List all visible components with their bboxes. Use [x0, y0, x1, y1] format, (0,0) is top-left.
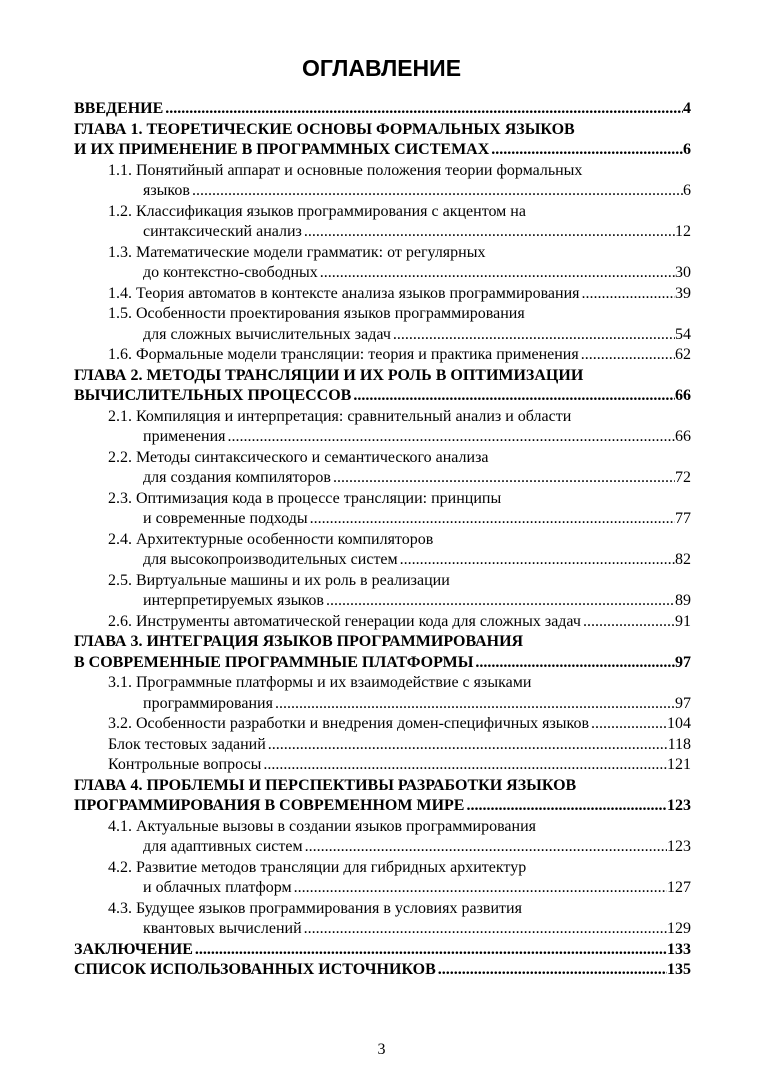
- toc-entry-title: 2.2. Методы синтаксического и семантического анализа: [108, 448, 489, 466]
- toc-entry-2-6: [74, 612, 691, 633]
- toc-entry-title-cont: для высокопроизводительных систем: [143, 551, 398, 568]
- toc-entry-page: 123: [667, 838, 691, 855]
- dot-leader: [190, 181, 683, 202]
- toc-entry-title-cont: до контекстно-свободных: [143, 264, 318, 281]
- toc-entry-title: 2.3. Оптимизация кода в процессе трансляции: принципы: [108, 489, 502, 507]
- toc-entry-title-cont: применения: [143, 428, 226, 445]
- dot-leader: [292, 878, 667, 899]
- toc-entry-title: ВВЕДЕНИЕ: [74, 100, 164, 117]
- dot-leader: [436, 960, 667, 981]
- toc-entry-page: 72: [675, 469, 691, 486]
- toc-entry-title: 1.3. Математические модели грамматик: от регулярных: [108, 243, 486, 261]
- toc-entry-chapter-2-line-2: [74, 386, 691, 407]
- toc-entry-title: ГЛАВА 4. ПРОБЛЕМЫ И ПЕРСПЕКТИВЫ РАЗРАБОТКИ ЯЗЫКОВ: [74, 776, 577, 794]
- toc-entry-1-3-line-2: [74, 263, 691, 284]
- toc-entry-title-cont: В СОВРЕМЕННЫЕ ПРОГРАММНЫЕ ПЛАТФОРМЫ: [74, 653, 474, 671]
- toc-entry-title: 2.1. Компиляция и интерпретация: сравнительный анализ и области: [108, 407, 572, 425]
- toc-entry-title: Контрольные вопросы: [108, 756, 262, 773]
- toc-entry-title-cont: ВЫЧИСЛИТЕЛЬНЫХ ПРОЦЕССОВ: [74, 387, 352, 404]
- toc-entry-page: 62: [675, 346, 691, 363]
- toc-entry-page: 4: [683, 100, 691, 117]
- toc-entry-page: 121: [667, 756, 691, 773]
- dot-leader: [489, 140, 683, 161]
- dot-leader: [580, 284, 676, 305]
- toc-entry-conclusion: [74, 940, 691, 961]
- toc-entry-introduction: [74, 99, 691, 120]
- toc-entry-title-cont: синтаксический анализ: [143, 223, 302, 240]
- toc-entry-1-5-line-2: [74, 325, 691, 346]
- toc-entry-2-3-line-2: [74, 509, 691, 530]
- toc-entry-chapter-4-line-1: [74, 776, 691, 797]
- toc-entry-title-cont: для адаптивных систем: [143, 838, 303, 855]
- toc-entry-test-tasks: [74, 735, 691, 756]
- dot-leader: [324, 591, 675, 612]
- toc-entry-2-5-line-1: [74, 571, 691, 592]
- toc-entry-2-5-line-2: [74, 591, 691, 612]
- toc-entry-page: 97: [675, 653, 691, 671]
- dot-leader: [266, 735, 668, 756]
- toc-entry-chapter-2-line-1: [74, 366, 691, 387]
- toc-entry-title: ЗАКЛЮЧЕНИЕ: [74, 940, 193, 958]
- dot-leader: [303, 837, 667, 858]
- toc-entry-title-cont: для сложных вычислительных задач: [143, 325, 391, 343]
- dot-leader: [351, 386, 675, 407]
- dot-leader: [273, 694, 675, 715]
- toc-entry-title: 1.5. Особенности проектирования языков программирования: [108, 305, 525, 322]
- toc-entry-4-1-line-1: [74, 817, 691, 838]
- toc-entry-title-cont: программирования: [143, 694, 273, 712]
- toc-entry-page: 66: [675, 428, 691, 445]
- toc-entry-page: 133: [667, 940, 691, 958]
- dot-leader: [302, 919, 667, 940]
- toc-entry-page: 82: [675, 551, 691, 568]
- toc-entry-title-cont: ПРОГРАММИРОВАНИЯ В СОВРЕМЕННОМ МИРЕ: [74, 797, 465, 814]
- dot-leader: [581, 612, 675, 633]
- dot-leader: [261, 755, 667, 776]
- toc-entry-4-3-line-2: [74, 919, 691, 940]
- toc-entry-2-3-line-1: [74, 489, 691, 510]
- toc-entry-1-5-line-1: [74, 304, 691, 325]
- toc-entry-chapter-4-line-2: [74, 796, 691, 817]
- toc-entry-title-cont: и облачных платформ: [143, 879, 292, 896]
- toc-entry-title: 2.6. Инструменты автоматической генерации кода для сложных задач: [108, 612, 581, 630]
- toc-entry-3-1-line-2: [74, 694, 691, 715]
- toc-entry-4-1-line-2: [74, 837, 691, 858]
- toc-entry-title-cont: квантовых вычислений: [143, 920, 302, 937]
- toc-entry-page: 39: [675, 284, 691, 302]
- toc-entry-2-1-line-2: [74, 427, 691, 448]
- toc-entry-title: 2.4. Архитектурные особенности компиляторов: [108, 530, 434, 548]
- toc-entry-page: 104: [667, 715, 691, 732]
- dot-leader: [391, 325, 675, 346]
- toc-entry-page: 129: [667, 920, 691, 937]
- toc-entry-3-2: [74, 714, 691, 735]
- toc-entry-chapter-1-line-1: [74, 120, 691, 141]
- table-of-contents: [74, 99, 691, 981]
- toc-entry-2-4-line-1: [74, 530, 691, 551]
- toc-entry-title-cont: интерпретируемых языков: [143, 592, 324, 609]
- dot-leader: [398, 550, 675, 571]
- toc-entry-2-2-line-1: [74, 448, 691, 469]
- page-number: 3: [377, 1041, 386, 1058]
- dot-leader: [308, 509, 675, 530]
- toc-entry-page: 118: [667, 735, 691, 753]
- toc-entry-1-2-line-1: [74, 202, 691, 223]
- toc-entry-4-3-line-1: [74, 899, 691, 920]
- dot-leader: [226, 427, 676, 448]
- toc-entry-1-1-line-2: [74, 181, 691, 202]
- toc-entry-page: 135: [667, 961, 691, 978]
- toc-entry-title: ГЛАВА 1. ТЕОРЕТИЧЕСКИЕ ОСНОВЫ ФОРМАЛЬНЫХ ЯЗЫКОВ: [74, 120, 575, 138]
- toc-entry-page: 6: [683, 141, 691, 158]
- toc-entry-3-1-line-1: [74, 673, 691, 694]
- toc-entry-page: 123: [667, 797, 691, 814]
- toc-entry-title: 4.2. Развитие методов трансляции для гибридных архитектур: [108, 858, 527, 876]
- toc-entry-1-4: [74, 284, 691, 305]
- toc-entry-2-1-line-1: [74, 407, 691, 428]
- toc-entry-page: 66: [675, 387, 691, 404]
- toc-entry-title: 1.2. Классификация языков программирования с акцентом на: [108, 202, 526, 220]
- toc-entry-title: СПИСОК ИСПОЛЬЗОВАННЫХ ИСТОЧНИКОВ: [74, 961, 436, 978]
- toc-entry-1-3-line-1: [74, 243, 691, 264]
- toc-entry-title-cont: И ИХ ПРИМЕНЕНИЕ В ПРОГРАММНЫХ СИСТЕМАХ: [74, 141, 490, 158]
- toc-entry-1-2-line-2: [74, 222, 691, 243]
- toc-entry-1-6: [74, 345, 691, 366]
- toc-entry-chapter-1-line-2: [74, 140, 691, 161]
- toc-entry-title: 4.3. Будущее языков программирования в условиях развития: [108, 899, 522, 917]
- toc-entry-title: Блок тестовых заданий: [108, 735, 266, 753]
- toc-entry-page: 6: [683, 182, 691, 199]
- dot-leader: [318, 263, 675, 284]
- toc-entry-title: 1.6. Формальные модели трансляции: теория и практика применения: [108, 346, 579, 363]
- toc-entry-chapter-3-line-1: [74, 632, 691, 653]
- toc-entry-title: 2.5. Виртуальные машины и их роль в реализации: [108, 571, 450, 589]
- toc-entry-title: 3.2. Особенности разработки и внедрения домен-специфичных языков: [108, 715, 590, 732]
- toc-entry-4-2-line-2: [74, 878, 691, 899]
- dot-leader: [302, 222, 675, 243]
- toc-entry-title: 4.1. Актуальные вызовы в создании языков программирования: [108, 817, 536, 835]
- dot-leader: [589, 714, 667, 735]
- toc-entry-chapter-3-line-2: [74, 653, 691, 674]
- toc-entry-page: 77: [675, 510, 691, 527]
- toc-entry-page: 97: [675, 694, 691, 712]
- toc-entry-title: 1.1. Понятийный аппарат и основные положения теории формальных: [108, 161, 583, 179]
- toc-entry-title-cont: для создания компиляторов: [143, 469, 331, 486]
- toc-entry-page: 12: [675, 223, 691, 240]
- page-title: ОГЛАВЛЕНИЕ: [301, 55, 462, 81]
- toc-entry-page: 89: [675, 592, 691, 609]
- dot-leader: [163, 99, 683, 120]
- toc-entry-page: 30: [675, 264, 691, 281]
- dot-leader: [579, 345, 675, 366]
- toc-entry-title: ГЛАВА 3. ИНТЕГРАЦИЯ ЯЗЫКОВ ПРОГРАММИРОВАНИЯ: [74, 633, 524, 650]
- toc-entry-references: [74, 960, 691, 981]
- dot-leader: [473, 653, 675, 674]
- toc-entry-1-1-line-1: [74, 161, 691, 182]
- toc-entry-review-questions: [74, 755, 691, 776]
- toc-entry-title: ГЛАВА 2. МЕТОДЫ ТРАНСЛЯЦИИ И ИХ РОЛЬ В ОПТИМИЗАЦИИ: [74, 366, 584, 384]
- toc-entry-title: 1.4. Теория автоматов в контексте анализа языков программирования: [108, 284, 580, 302]
- toc-entry-2-4-line-2: [74, 550, 691, 571]
- toc-entry-2-2-line-2: [74, 468, 691, 489]
- toc-entry-page: 54: [675, 325, 691, 343]
- dot-leader: [331, 468, 675, 489]
- dot-leader: [464, 796, 667, 817]
- toc-entry-title: 3.1. Программные платформы и их взаимодействие с языками: [108, 674, 532, 691]
- dot-leader: [193, 940, 667, 961]
- toc-entry-page: 91: [675, 612, 691, 630]
- toc-entry-title-cont: языков: [143, 182, 190, 199]
- toc-entry-title-cont: и современные подходы: [143, 510, 308, 527]
- toc-entry-page: 127: [667, 879, 691, 896]
- toc-entry-4-2-line-1: [74, 858, 691, 879]
